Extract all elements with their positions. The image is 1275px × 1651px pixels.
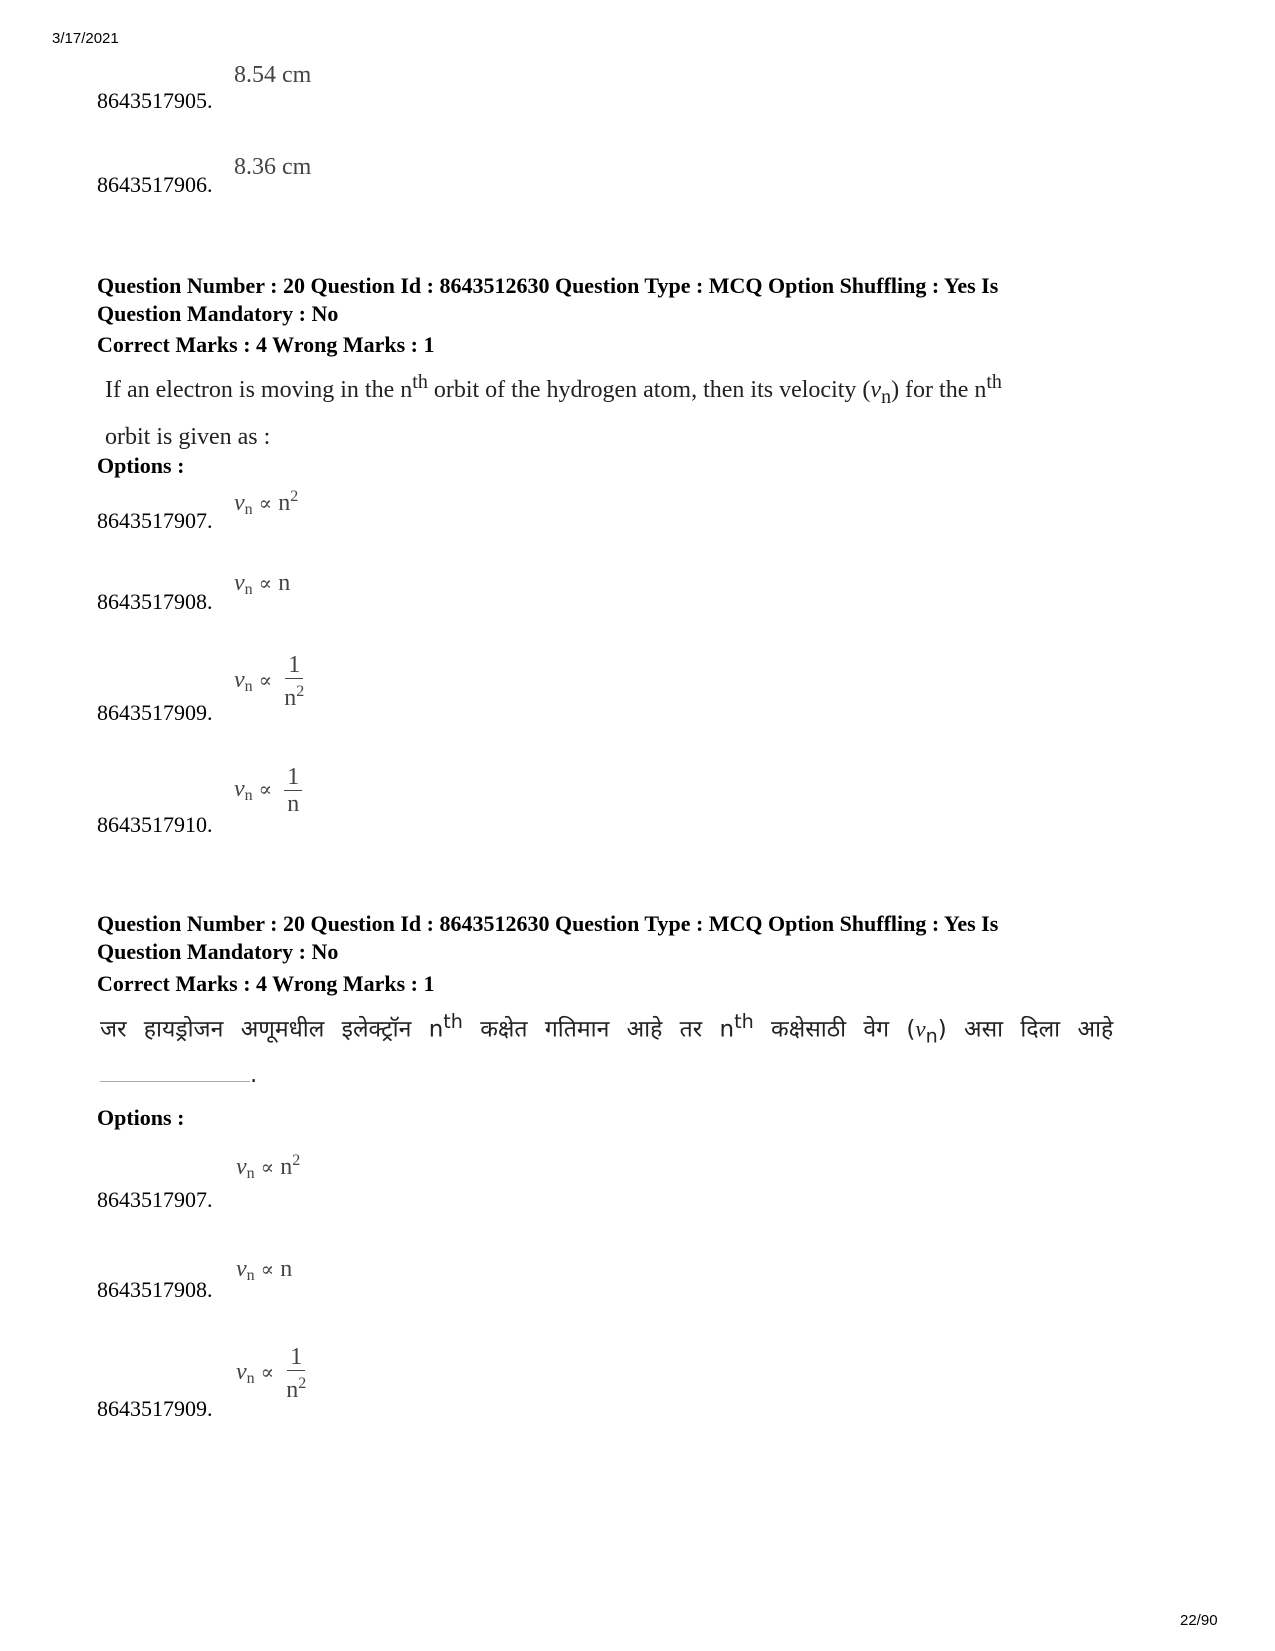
option-formula xyxy=(234,570,290,599)
stem-sup: th xyxy=(443,1010,463,1033)
denominator-sup: 2 xyxy=(296,683,305,700)
stem-sup: th xyxy=(412,371,428,393)
question-header-line: Question Mandatory : No xyxy=(97,939,339,964)
stem-text: . xyxy=(250,1062,258,1088)
fraction xyxy=(284,764,302,817)
proportional-symbol: ∝ xyxy=(258,493,273,515)
denominator-base: n xyxy=(286,1377,299,1403)
option-id: 8643517909. xyxy=(97,700,213,725)
option-value: 8.36 cm xyxy=(234,154,312,180)
formula-sup: 2 xyxy=(290,488,299,505)
blank-line xyxy=(100,1081,250,1082)
proportional-symbol: ∝ xyxy=(258,779,273,802)
fraction-numerator: 1 xyxy=(287,1344,305,1371)
options-label: Options : xyxy=(97,1105,185,1130)
formula-variable: v xyxy=(234,667,245,694)
options-label: Options : xyxy=(97,453,185,478)
stem-text: If an electron is moving in the n xyxy=(105,377,413,403)
formula-sub: n xyxy=(246,1370,255,1388)
formula-sup: 2 xyxy=(292,1152,301,1169)
question-header-line: Question Number : 20 Question Id : 8643512630 Question Type : MCQ Option Shuffling : Yes Is xyxy=(97,273,999,298)
formula-variable: v xyxy=(236,1154,247,1180)
print-date: 3/17/2021 xyxy=(52,30,119,47)
option-id: 8643517905. xyxy=(97,88,213,113)
formula-rhs: n xyxy=(278,490,291,516)
question-header-line: Question Mandatory : No xyxy=(97,301,339,326)
stem-sub: n xyxy=(925,1024,938,1048)
fraction xyxy=(286,1344,306,1403)
proportional-symbol: ∝ xyxy=(258,670,273,693)
question-stem-line xyxy=(105,362,1002,417)
formula-sub: n xyxy=(244,678,253,696)
option-formula xyxy=(236,1344,306,1403)
option-formula xyxy=(236,1256,292,1285)
stem-sup: th xyxy=(734,1010,754,1033)
formula-sub: n xyxy=(244,787,253,805)
formula-rhs: n xyxy=(280,1154,293,1180)
question-stem-line: orbit is given as : xyxy=(105,423,271,450)
option-id: 8643517907. xyxy=(97,508,213,533)
formula-variable: v xyxy=(236,1256,247,1282)
option-id: 8643517908. xyxy=(97,589,213,614)
stem-sup: th xyxy=(986,371,1002,393)
stem-text: orbit of the hydrogen atom, then its velocity ( xyxy=(427,377,871,403)
formula-variable: v xyxy=(236,1359,247,1386)
fraction-numerator: 1 xyxy=(285,652,303,679)
formula-rhs: n xyxy=(280,1256,293,1282)
fraction-numerator: 1 xyxy=(284,764,302,791)
question-marks: Correct Marks : 4 Wrong Marks : 1 xyxy=(97,332,435,357)
question-header xyxy=(97,272,998,328)
stem-text: कक्षेसाठी वेग ( xyxy=(753,1016,916,1043)
proportional-symbol: ∝ xyxy=(260,1157,275,1179)
question-header-line: Question Number : 20 Question Id : 8643512630 Question Type : MCQ Option Shuffling : Yes Is xyxy=(97,911,999,936)
stem-text: जर हायड्रोजन अणूमधील इलेक्ट्रॉन n xyxy=(100,1016,444,1043)
stem-text: ) for the n xyxy=(891,377,987,403)
question-header xyxy=(97,910,998,966)
fill-in-blank xyxy=(100,1062,257,1088)
formula-variable: v xyxy=(234,776,245,803)
denominator-sup: 2 xyxy=(298,1375,307,1392)
option-id: 8643517909. xyxy=(97,1396,213,1421)
question-stem xyxy=(100,1010,1113,1047)
option-id: 8643517906. xyxy=(97,172,213,197)
formula-variable: v xyxy=(234,490,245,516)
fraction-denominator xyxy=(284,679,304,711)
formula-sub: n xyxy=(246,1165,255,1182)
option-id: 8643517908. xyxy=(97,1277,213,1302)
stem-text: कक्षेत गतिमान आहे तर n xyxy=(462,1016,735,1043)
fraction xyxy=(284,652,304,711)
option-formula xyxy=(234,764,302,817)
fraction-denominator xyxy=(286,1371,306,1403)
formula-sub: n xyxy=(244,501,253,518)
stem-sub: n xyxy=(881,385,892,408)
fraction-denominator: n xyxy=(287,791,300,817)
proportional-symbol: ∝ xyxy=(258,573,273,595)
option-value: 8.54 cm xyxy=(234,62,312,88)
option-formula xyxy=(234,488,298,519)
formula-variable: v xyxy=(234,570,245,596)
formula-rhs: n xyxy=(278,570,291,596)
stem-variable: v xyxy=(915,1016,926,1042)
proportional-symbol: ∝ xyxy=(260,1259,275,1281)
proportional-symbol: ∝ xyxy=(260,1362,275,1385)
option-id: 8643517907. xyxy=(97,1187,213,1212)
option-formula xyxy=(236,1152,300,1183)
formula-sub: n xyxy=(246,1267,255,1284)
question-stem xyxy=(105,362,1002,457)
question-marks: Correct Marks : 4 Wrong Marks : 1 xyxy=(97,971,435,996)
formula-sub: n xyxy=(244,581,253,598)
stem-variable: v xyxy=(870,377,882,403)
option-id: 8643517910. xyxy=(97,812,213,837)
option-formula xyxy=(234,652,304,711)
page-number: 22/90 xyxy=(1180,1612,1218,1629)
stem-text: ) असा दिला आहे xyxy=(937,1016,1114,1043)
denominator-base: n xyxy=(284,685,297,711)
